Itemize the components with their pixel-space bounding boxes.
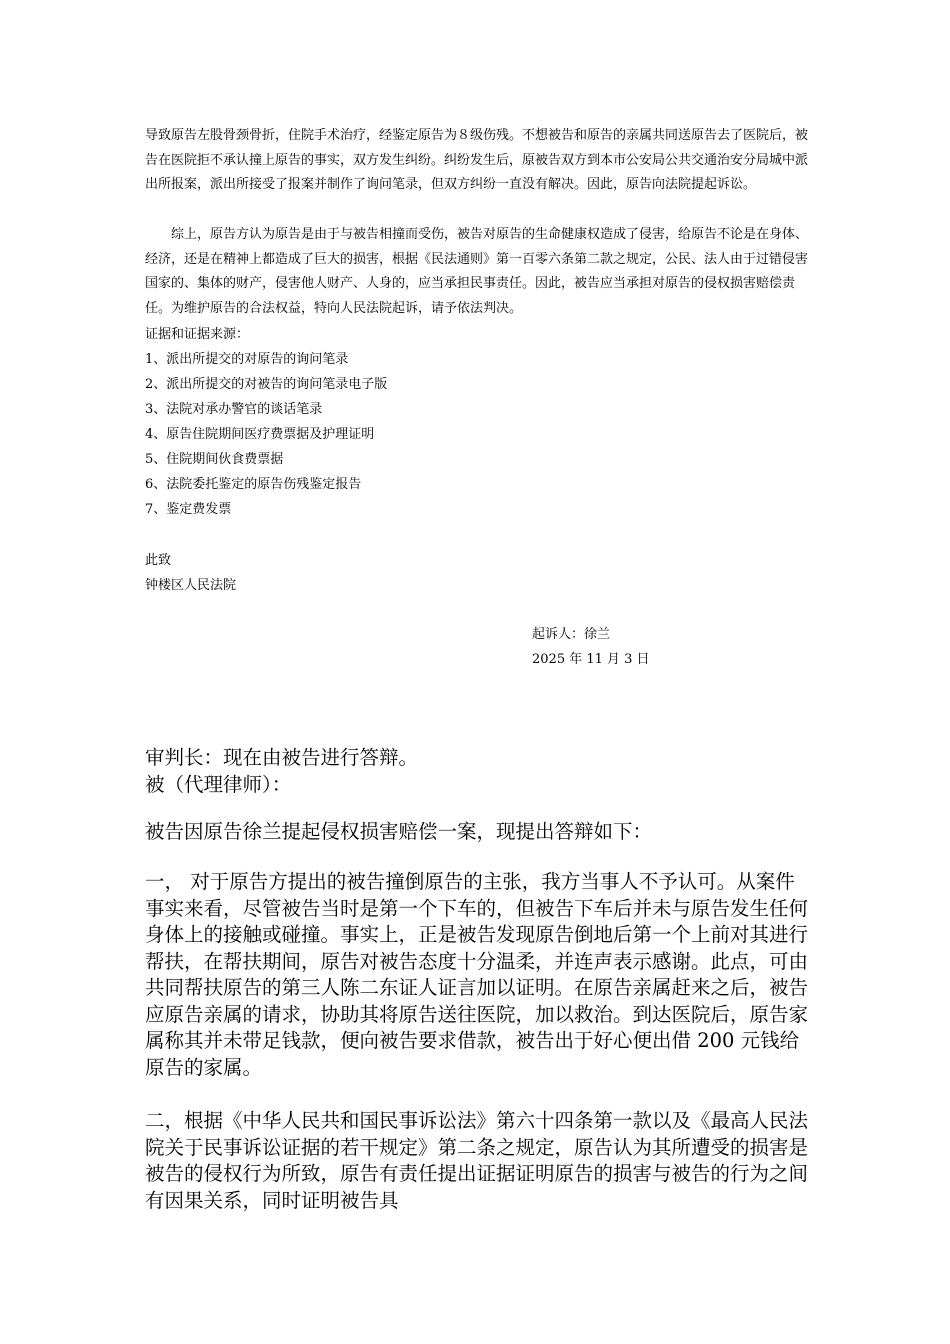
defense-intro-paragraph	[145, 819, 810, 846]
defense-point-2-paragraph	[145, 1108, 810, 1214]
evidence-list	[145, 322, 545, 522]
salutation: 此致	[145, 553, 172, 568]
evidence-item-3: 3、法院对承办警官的谈话笔录	[145, 402, 323, 417]
defense-point-1-paragraph	[145, 869, 810, 1081]
evidence-heading: 证据和证据来源：	[145, 327, 250, 342]
judge-line: 审判长：现在由被告进行答辩。	[145, 746, 419, 769]
defendant-line: 被（代理律师）：	[145, 772, 292, 796]
complaint-summary-text: 综上，原告方认为原告是由于与被告相撞而受伤，被告对原告的生命健康权造成了侵害，给原告不论是在身体、经济，还是在精神上都造成了巨大的损害，根据《民法通则》第一百零六条第二款之规定，公民、法人由于过错侵害国家的、集体的财产，侵害他人财产、人身的，应当承担民事责任。因此，被告应当承担对原告的侵权损害赔偿责任。为维护原告的合法权益，特向人民法院起诉，请予依法判决。	[145, 227, 809, 316]
defense-intro-text: 被告因原告徐兰提起侵权损害赔偿一案，现提出答辩如下：	[145, 820, 653, 843]
hearing-header	[145, 745, 810, 798]
complaint-facts-text: 导致原告左股骨颈骨折，住院手术治疗，经鉴定原告为８级伤残。不想被告和原告的亲属共同送原告去了医院后，被告在医院拒不承认撞上原告的事实，双方发生纠纷。纠纷发生后，原被告双方到本市公安局公共交通治安分局城中派出所报案，派出所接受了报案并制作了询问笔录，但双方纠纷一直没有解决。因此，原告向法院提起诉讼。	[145, 128, 809, 192]
closing-block	[145, 548, 236, 598]
defense-point-1-text: 一， 对于原告方提出的被告撞倒原告的主张，我方当事人不予认可。从案件事实来看，尽管被告当时是第一个下车的，但被告下车后并未与原告发生任何身体上的接触或碰撞。事实上，正是被告发现原告倒地后第一个上前对其进行帮扶，在帮扶期间，原告对被告态度十分温柔，并连声表示感谢。此点，可由共同帮扶原告的第三人陈二东证人证言加以证明。在原告亲属赶来之后，被告应原告亲属的请求，协助其将原告送往医院，加以救治。到达医院后，原告家属称其并未带足钱款，便向被告要求借款，被告出于好心便出借 200 元钱给原告的家属。	[145, 870, 809, 1079]
signature-block	[532, 622, 650, 672]
defense-point-2-text: 二，根据《中华人民共和国民事诉讼法》第六十四条第一款以及《最高人民法院关于民事诉讼证据的若干规定》第二条之规定，原告认为其所遭受的损害是被告的侵权行为所致，原告有责任提出证据证明原告的损害与被告的行为之间有因果关系，同时证明被告具	[145, 1109, 809, 1212]
evidence-item-7: 7、鉴定费发票	[145, 502, 232, 517]
evidence-item-6: 6、法院委托鉴定的原告伤残鉴定报告	[145, 477, 362, 492]
evidence-item-4: 4、原告住院期间医疗费票据及护理证明	[145, 427, 375, 442]
evidence-item-1: 1、派出所提交的对原告的询问笔录	[145, 352, 349, 367]
evidence-item-5: 5、住院期间伙食费票据	[145, 452, 284, 467]
filing-date: 2025 年 11 月 3 日	[532, 652, 650, 667]
plaintiff-signature: 起诉人：徐兰	[532, 627, 611, 642]
court-name: 钟楼区人民法院	[145, 578, 237, 593]
complaint-facts-paragraph	[145, 124, 810, 198]
complaint-summary-paragraph	[145, 223, 810, 321]
evidence-item-2: 2、派出所提交的对被告的询问笔录电子版	[145, 377, 388, 392]
